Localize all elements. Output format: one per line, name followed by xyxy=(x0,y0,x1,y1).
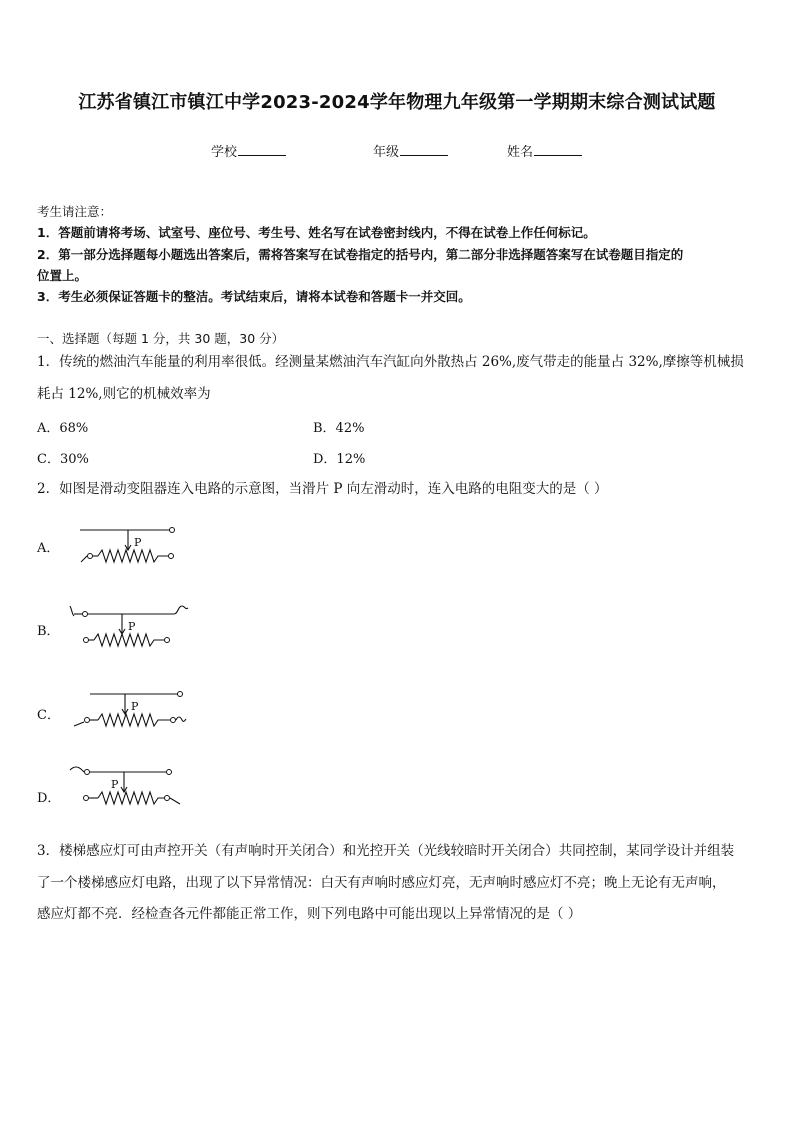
name-label: 姓名 xyxy=(507,145,534,160)
name-blank[interactable] xyxy=(534,143,582,156)
notice-heading: 考生请注意： xyxy=(37,204,113,219)
q2-slider-label-a: P xyxy=(134,536,142,549)
q2-diagram-a xyxy=(70,522,190,570)
grade-field[interactable] xyxy=(373,141,448,160)
q3-stem-line3: 感应灯都不亮．经检查各元件都能正常工作，则下列电路中可能出现以上异常情况的是（ ） xyxy=(37,906,582,922)
q1-option-c[interactable]: C．30% xyxy=(37,452,89,467)
page-title: 江苏省镇江市镇江中学2023-2024学年物理九年级第一学期期末综合测试试题 xyxy=(78,92,716,113)
q1-option-d[interactable]: D．12% xyxy=(313,452,366,467)
q3-stem-line2: 了一个楼梯感应灯电路，出现了以下异常情况：白天有声响时感应灯亮，无声响时感应灯不亮；晚上无论有无声响， xyxy=(37,875,726,891)
q2-option-a-label[interactable]: A． xyxy=(37,541,60,556)
q2-option-d-label[interactable]: D． xyxy=(37,791,61,806)
q3-stem-line1: 3．楼梯感应灯可由声控开关（有声响时开关闭合）和光控开关（光线较暗时开关闭合）共同控制，某同学设计并组装 xyxy=(37,843,735,859)
q2-option-b-label[interactable]: B． xyxy=(37,624,60,639)
q2-slider-label-c: P xyxy=(131,700,139,713)
q2-diagram-b xyxy=(64,602,194,650)
name-field[interactable] xyxy=(507,141,582,160)
q1-stem-line1: 1．传统的燃油汽车能量的利用率很低。经测量某燃油汽车汽缸向外散热占 26%,废气带走的能量占 32%,摩擦等机械损 xyxy=(37,354,744,370)
school-field[interactable] xyxy=(211,141,286,160)
notice-item-2-cont: 位置上。 xyxy=(37,268,88,283)
q1-option-b[interactable]: B．42% xyxy=(313,421,365,436)
q2-option-c-label[interactable]: C． xyxy=(37,708,60,723)
school-blank[interactable] xyxy=(238,143,286,156)
notice-item-3: 3．考生必须保证答题卡的整洁。考试结束后，请将本试卷和答题卡一并交回。 xyxy=(37,289,471,304)
notice-item-1: 1．答题前请将考场、试室号、座位号、考生号、姓名写在试卷密封线内，不得在试卷上作任何标记。 xyxy=(37,225,596,240)
q1-stem-line2: 耗占 12%,则它的机械效率为 xyxy=(37,386,211,402)
q2-stem: 2．如图是滑动变阻器连入电路的示意图，当滑片 P 向左滑动时，连入电路的电阻变大的是（ ） xyxy=(37,481,608,497)
q2-slider-label-d: P xyxy=(111,778,119,791)
grade-label: 年级 xyxy=(373,145,400,160)
q2-slider-label-b: P xyxy=(128,620,136,633)
q2-diagram-d xyxy=(64,762,188,814)
grade-blank[interactable] xyxy=(400,143,448,156)
section-heading: 一、选择题（每题 1 分，共 30 题，30 分） xyxy=(37,331,285,346)
q1-option-a[interactable]: A．68% xyxy=(37,421,89,436)
q2-diagram-c xyxy=(70,686,194,734)
school-label: 学校 xyxy=(211,145,238,160)
notice-item-2: 2．第一部分选择题每小题选出答案后，需将答案写在试卷指定的括号内，第二部分非选择题答案写在试卷题目指定的 xyxy=(37,247,684,262)
